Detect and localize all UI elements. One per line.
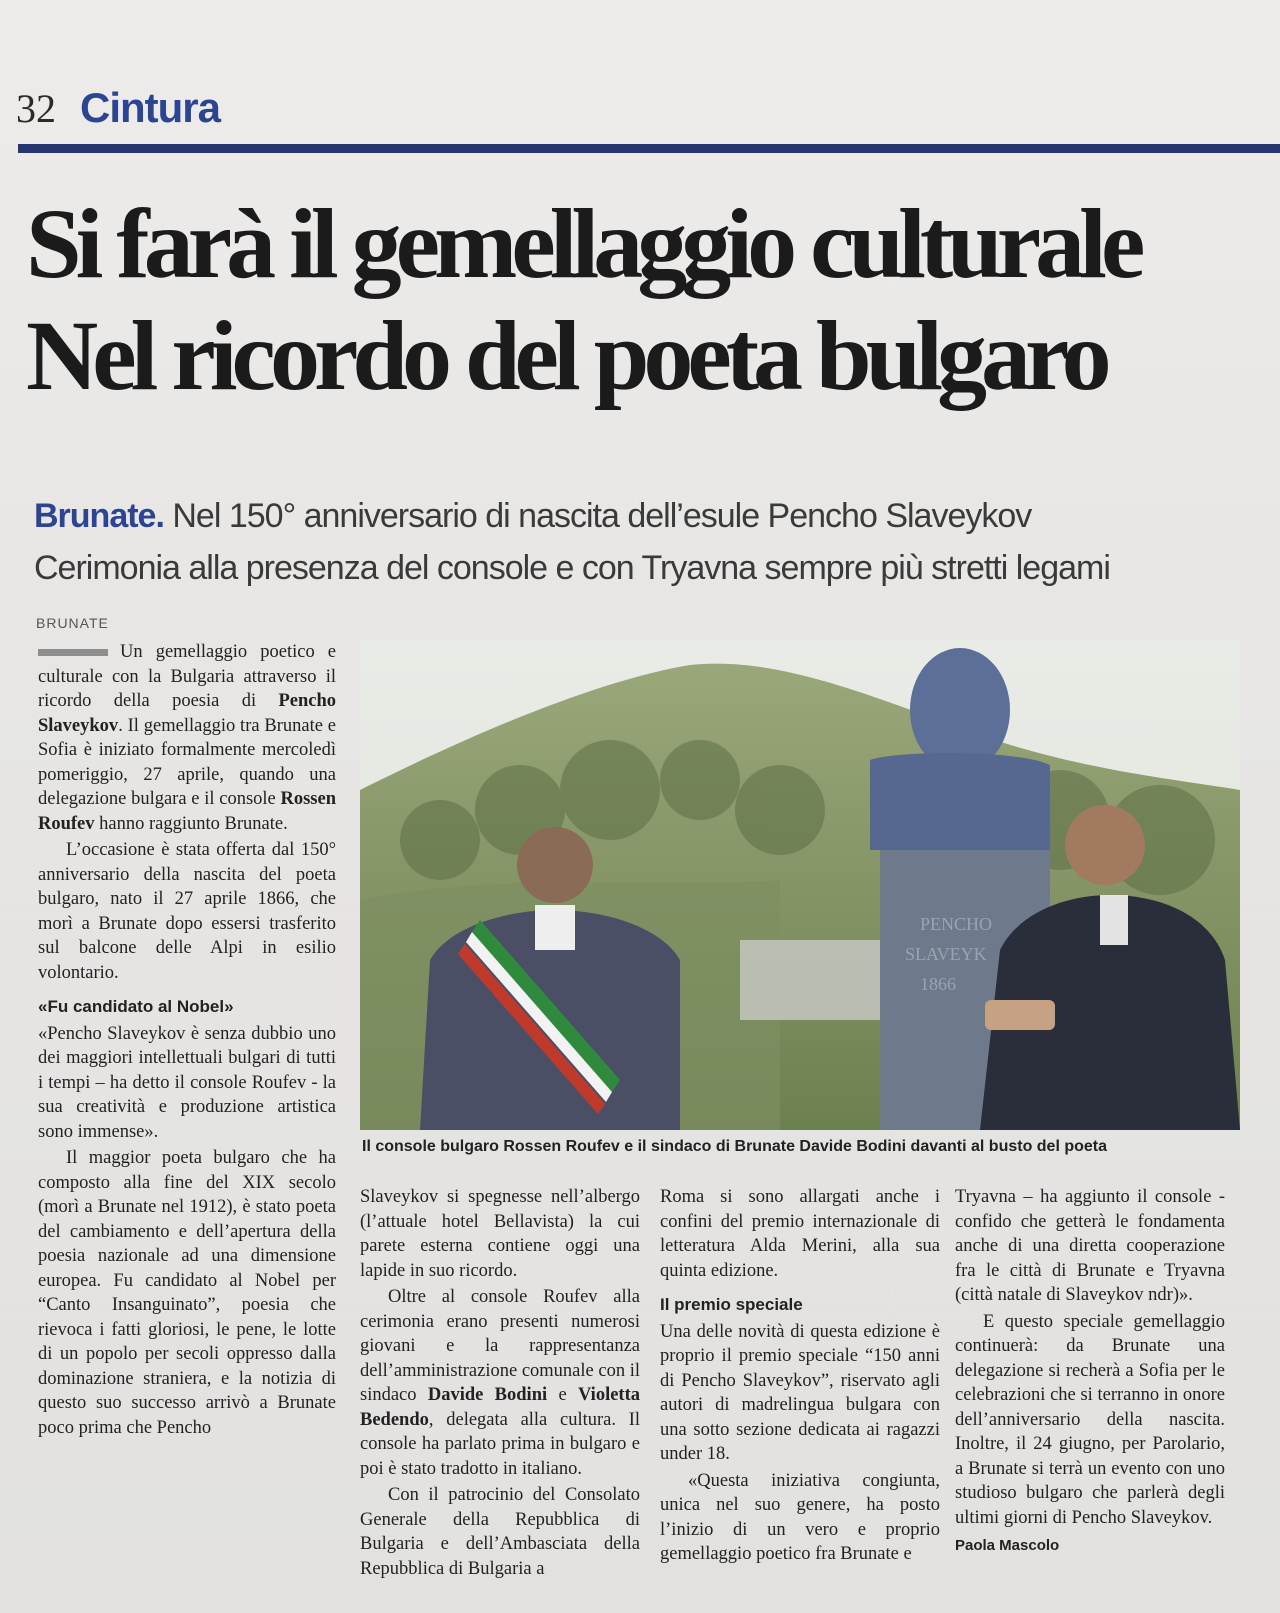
plaque-text-2: SLAVEYK: [905, 944, 987, 964]
paragraph: Con il patrocinio del Consolato Generale della Repubblica di Bulgaria e dell’Ambasciata della Repubblica di Bulgaria a: [360, 1485, 640, 1579]
paragraph: Oltre al console Roufev alla cerimonia erano presenti numerosi giovani e la rappresentanza dell’amministrazione comunale con il sindaco Davide Bodini e Violetta Bedendo, delegata alla cultura. Il console ha parlato prima in bulgaro e poi è stato tradotto in italiano.: [360, 1287, 640, 1479]
photo-illustration: [360, 640, 1240, 1130]
paragraph: «Questa iniziativa congiunta, unica nel suo genere, ha posto l’inizio di un vero e proprio gemellaggio poetico fra Brunate e: [660, 1470, 940, 1564]
subhead-premio: Il premio speciale: [660, 1295, 803, 1314]
article-column-2: [360, 1185, 640, 1583]
paragraph: Tryavna – ha aggiunto il console - confido che getterà le fondamenta anche di una diretta cooperazione fra le città di Brunate e Tryavna (città natale di Slaveykov ndr)».: [955, 1187, 1225, 1305]
subtitle-line-1: Nel 150° anniversario di nascita dell’esule Pencho Slaveykov: [172, 497, 1032, 535]
dateline: BRUNATE: [36, 615, 109, 631]
plaque-text-1: PENCHO: [920, 914, 993, 934]
paragraph: E questo speciale gemellaggio continuerà: da Brunate una delegazione si recherà a Sofia per le celebrazioni che si terranno in onore dell’anniversario della nascita. Inoltre, il 24 giugno, per Parolario, a Brunate si terrà un evento con uno studioso bulgaro che parlerà degli ultimi giorni di Pencho Slaveykov.: [955, 1311, 1225, 1528]
header-rule: [18, 144, 1280, 153]
subtitle-kicker: Brunate.: [34, 497, 164, 535]
plaque-text-3: 1866: [920, 974, 956, 994]
page-number: 32: [16, 86, 56, 131]
subhead-nobel: «Fu candidato al Nobel»: [38, 997, 234, 1016]
paragraph: Slaveykov si spegnesse nell’albergo (l’attuale hotel Bellavista) la cui parete esterna contiene oggi una lapide in suo ricordo.: [360, 1187, 640, 1281]
paragraph: Una delle novità di questa edizione è proprio il premio speciale “150 anni di Pencho Slaveykov”, riservato agli autori di madrelingua bulgara con una sotto sezione dedicata ai ragazzi under 18.: [660, 1321, 940, 1464]
byline: Paola Mascolo: [955, 1537, 1060, 1554]
section-name: Cintura: [80, 84, 220, 131]
headline: [26, 188, 1266, 412]
paragraph: «Pencho Slaveykov è senza dubbio uno dei maggiori intellettuali bulgari di tutti i tempi – ha detto il console Roufev - la sua creatività e produzione artistica sono immense».: [38, 1023, 336, 1142]
article-photo: [360, 640, 1240, 1130]
subtitle: [34, 490, 1274, 594]
paragraph: Un gemellaggio poetico e culturale con la Bulgaria attraverso il ricordo della poesia di Pencho Slaveykov. Il gemellaggio tra Brunate e Sofia è iniziato formalmente mercoledì pomeriggio, 27 aprile, quando una delegazione bulgara e il console Rossen Roufev hanno raggiunto Brunate.: [38, 642, 336, 834]
paragraph: Il maggior poeta bulgaro che ha composto alla fine del XIX secolo (morì a Brunate nel 1912), è stato poeta del cambiamento e dell’apertura della poesia nazionale ad una dimensione europea. Fu candidato al Nobel per “Canto Insanguinato”, poesia che rievoca i fatti gloriosi, le pene, le lotte di un popolo per secoli oppresso dalla dominazione straniera, e la notizia di questo suo successo arrivò a Brunate poco prima che Pencho: [38, 1148, 336, 1438]
subtitle-line-2: Cerimonia alla presenza del console e con Tryavna sempre più stretti legami: [34, 549, 1110, 587]
article-column-3: [660, 1185, 940, 1569]
headline-line-2: Nel ricordo del poeta bulgaro: [26, 300, 1106, 411]
page-header: [16, 84, 220, 144]
photo-caption: Il console bulgaro Rossen Roufev e il sindaco di Brunate Davide Bodini davanti al busto del poeta: [362, 1138, 1108, 1155]
headline-line-1: Si farà il gemellaggio culturale: [26, 188, 1140, 299]
article-column-1: [38, 640, 336, 1442]
paragraph: Roma si sono allargati anche i confini del premio internazionale di letteratura Alda Merini, alla sua quinta edizione.: [660, 1187, 940, 1281]
paragraph: L’occasione è stata offerta dal 150° anniversario della nascita del poeta bulgaro, nato il 27 aprile 1866, che morì a Brunate dopo essersi trasferito sul balcone delle Alpi in esilio volontario.: [38, 840, 336, 983]
article-column-4: [955, 1185, 1225, 1559]
lead-dash: [38, 649, 108, 656]
